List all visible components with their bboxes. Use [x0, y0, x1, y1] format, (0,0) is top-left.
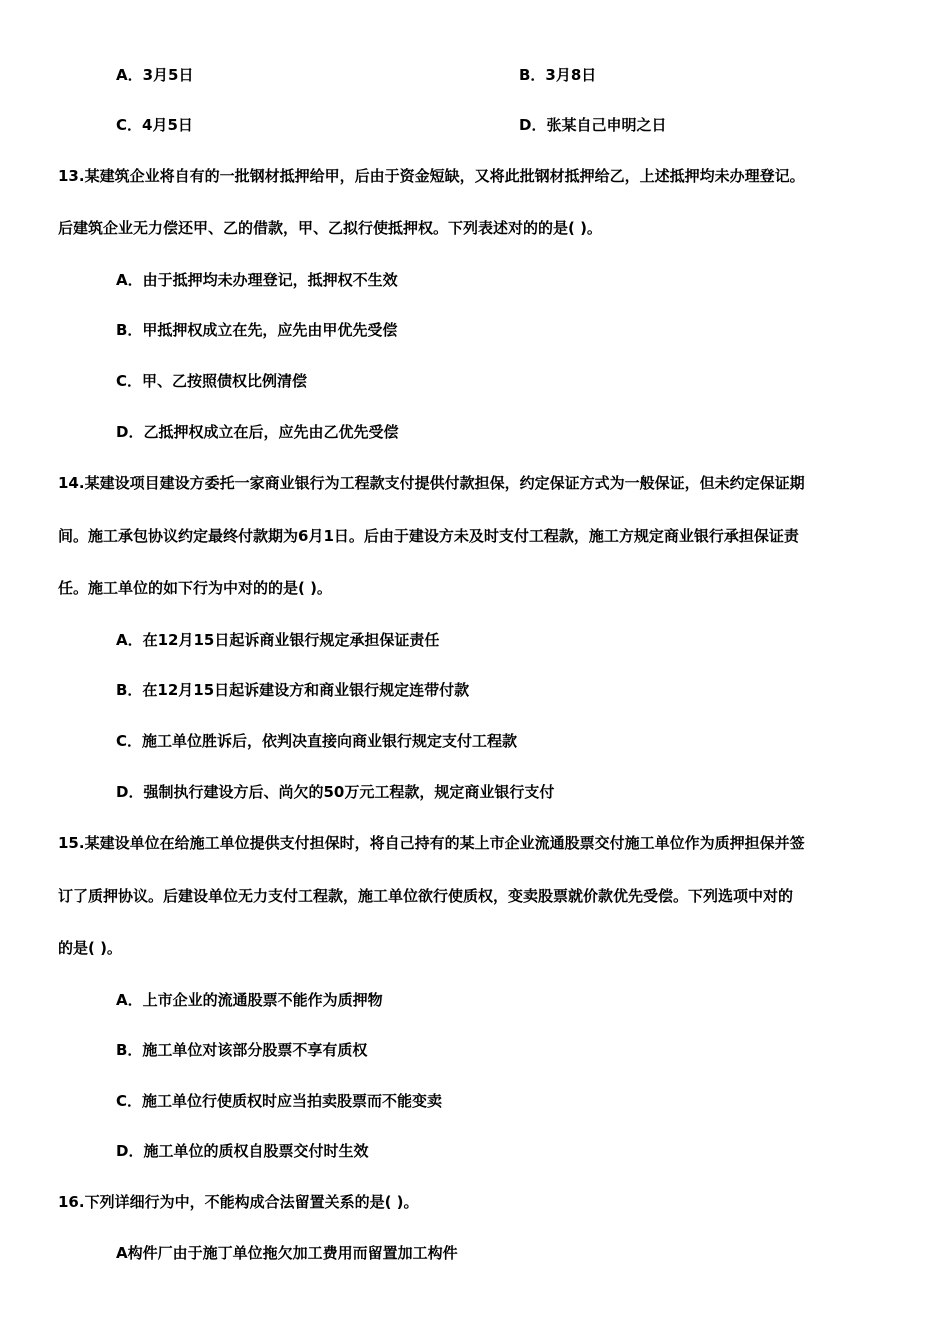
q15-option-a: A．上市企业的流通股票不能作为质押物 [116, 991, 383, 1009]
q13-stem-line-1: 13.某建筑企业将自有的一批钢材抵押给甲，后由于资金短缺，又将此批钢材抵押给乙，上述抵押均未办理登记。 [58, 167, 805, 185]
q16-stem-line-1: 16.下列详细行为中，不能构成合法留置关系的是( )。 [58, 1193, 419, 1211]
q14-option-b: B．在12月15日起诉建设方和商业银行规定连带付款 [116, 681, 470, 699]
q12-option-b: B．3月8日 [519, 66, 597, 84]
q13-stem-line-2: 后建筑企业无力偿还甲、乙的借款，甲、乙拟行使抵押权。下列表述对的的是( )。 [58, 219, 602, 237]
q15-option-c: C．施工单位行使质权时应当拍卖股票而不能变卖 [116, 1092, 443, 1110]
q16-option-a: A构件厂由于施丁单位拖欠加工费用而留置加工构件 [116, 1244, 458, 1262]
q15-stem-line-3: 的是( )。 [58, 939, 122, 957]
q14-option-c: C．施工单位胜诉后，依判决直接向商业银行规定支付工程款 [116, 732, 518, 750]
q15-option-b: B．施工单位对该部分股票不享有质权 [116, 1041, 368, 1059]
q13-option-b: B．甲抵押权成立在先，应先由甲优先受偿 [116, 321, 398, 339]
q14-option-d: D．强制执行建设方后、尚欠的50万元工程款，规定商业银行支付 [116, 783, 555, 801]
q13-option-d: D．乙抵押权成立在后，应先由乙优先受偿 [116, 423, 399, 441]
q13-option-a: A．由于抵押均未办理登记，抵押权不生效 [116, 271, 398, 289]
q15-stem-line-2: 订了质押协议。后建设单位无力支付工程款，施工单位欲行使质权，变卖股票就价款优先受偿。下列选项中对的 [58, 887, 794, 905]
q14-stem-line-2: 间。施工承包协议约定最终付款期为6月1日。后由于建设方未及时支付工程款，施工方规定商业银行承担保证责 [58, 527, 799, 545]
q12-option-a: A．3月5日 [116, 66, 194, 84]
q12-option-c: C．4月5日 [116, 116, 193, 134]
q14-option-a: A．在12月15日起诉商业银行规定承担保证责任 [116, 631, 440, 649]
q14-stem-line-3: 任。施工单位的如下行为中对的的是( )。 [58, 579, 332, 597]
q15-option-d: D．施工单位的质权自股票交付时生效 [116, 1142, 369, 1160]
q15-stem-line-1: 15.某建设单位在给施工单位提供支付担保时，将自己持有的某上市企业流通股票交付施工单位作为质押担保并签 [58, 834, 805, 852]
q12-option-d: D．张某自己申明之日 [519, 116, 667, 134]
q14-stem-line-1: 14.某建设项目建设方委托一家商业银行为工程款支付提供付款担保，约定保证方式为一般保证，但未约定保证期 [58, 474, 805, 492]
q13-option-c: C．甲、乙按照债权比例清偿 [116, 372, 308, 390]
